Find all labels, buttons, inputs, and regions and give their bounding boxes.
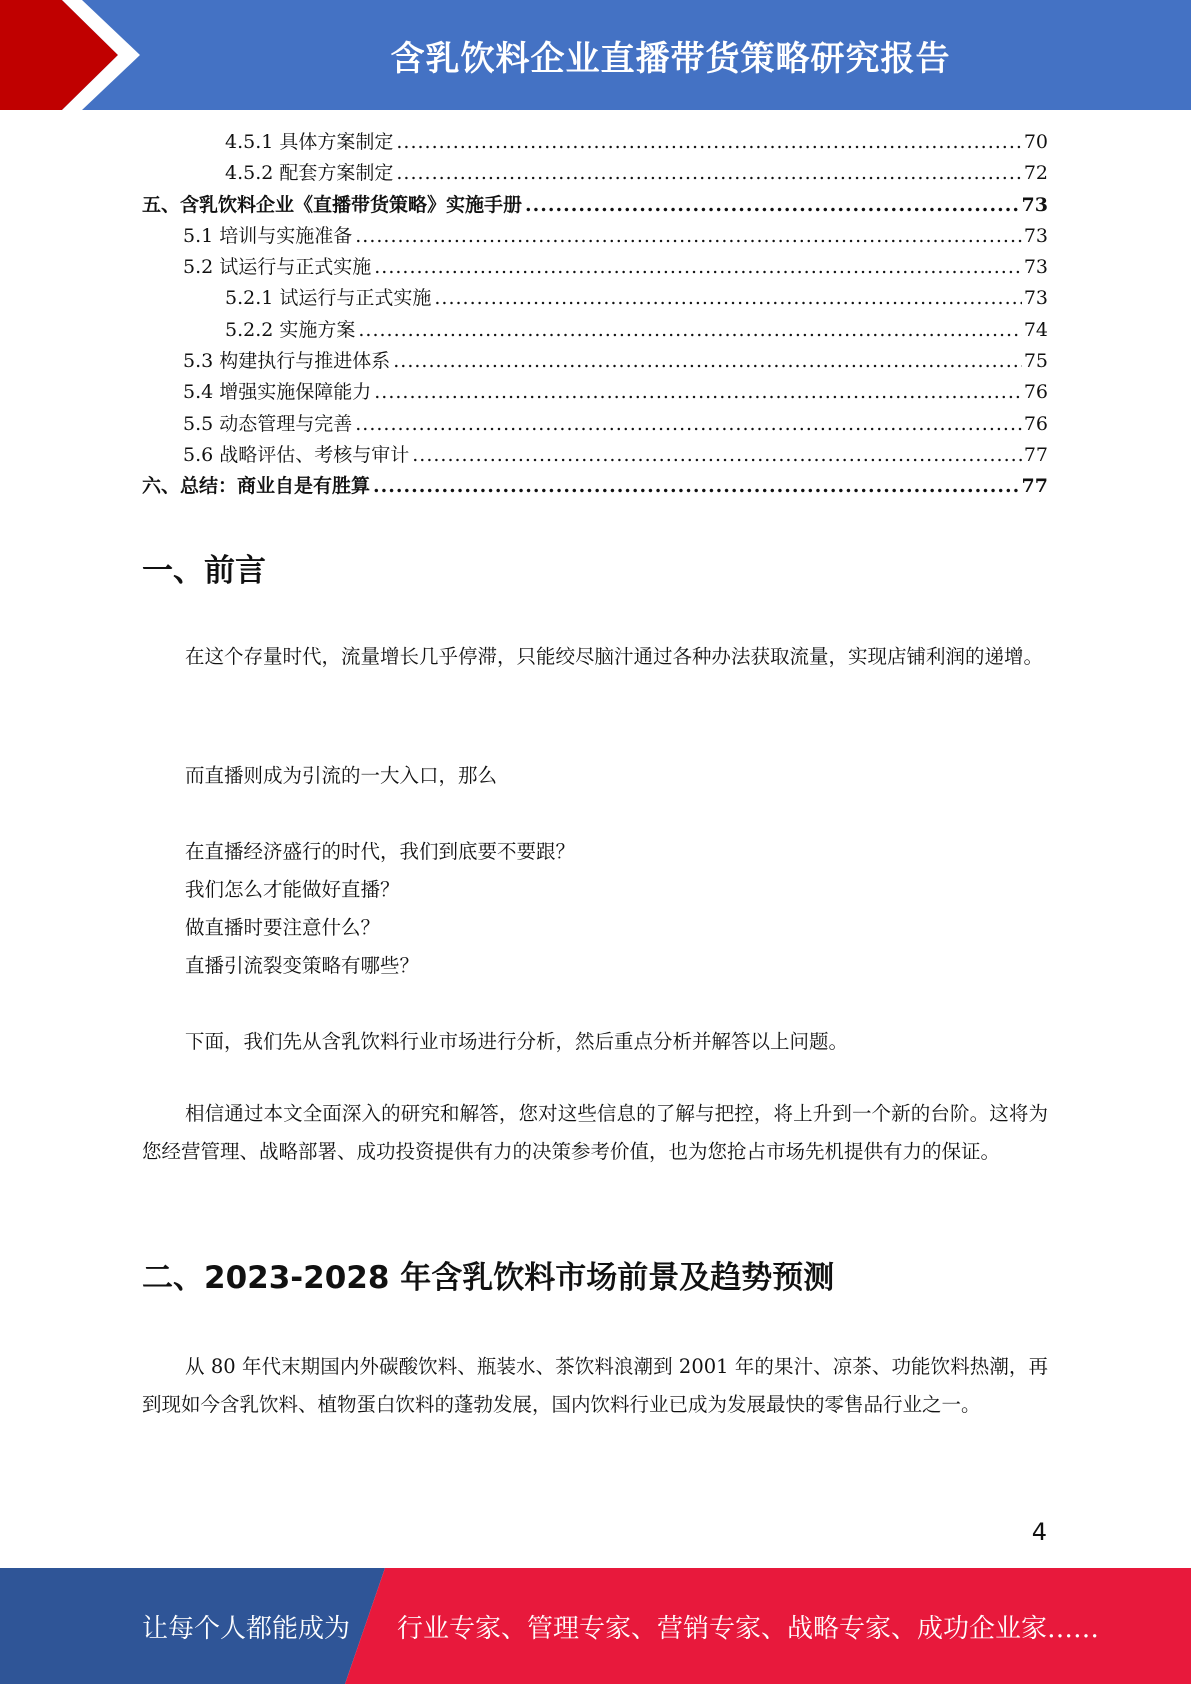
question-line: 我们怎么才能做好直播？ (185, 878, 400, 901)
toc-entry[interactable]: 4.5.2 配套方案制定 ..... 72 (142, 158, 1048, 189)
toc-entry[interactable]: 5.2 试运行与正式实施 ..... 73 (142, 252, 1048, 283)
footer-slogan-left: 让每个人都能成为 (142, 1613, 351, 1644)
paragraph: 相信通过本文全面深入的研究和解答，您对这些信息的了解与把控，将上升到一个新的台阶。这将为您经营管理、战略部署、成功投资提供有力的决策参考价值，也为您抢占市场先机提供有力的保证。 (142, 1102, 1048, 1163)
page-number: 4 (1031, 1518, 1047, 1546)
toc-entry[interactable]: 5.2.2 实施方案 ..... 74 (142, 315, 1048, 346)
section-heading: 一、前言 (142, 553, 266, 589)
toc-entry[interactable]: 4.5.1 具体方案制定 ..... 70 (142, 127, 1048, 158)
toc-entry[interactable]: 5.2.1 试运行与正式实施 ..... 73 (142, 283, 1048, 314)
header-chevron-graphic (0, 0, 160, 110)
question-line: 在直播经济盛行的时代，我们到底要不要跟？ (185, 840, 576, 863)
paragraph: 而直播则成为引流的一大入口，那么 (185, 764, 498, 787)
paragraph: 在这个存量时代，流量增长几乎停滞，只能绞尽脑汁通过各种办法获取流量，实现店铺利润的递增。 (185, 645, 1044, 668)
header-title: 含乳饮料企业直播带货策略研究报告 (390, 38, 951, 79)
page-footer (0, 1568, 1191, 1684)
question-line: 直播引流裂变策略有哪些？ (185, 954, 420, 977)
toc-entry[interactable]: 5.1 培训与实施准备 ..... 73 (142, 221, 1048, 252)
page-header (0, 0, 1191, 110)
toc-entry[interactable]: 5.6 战略评估、考核与审计 ..... 77 (142, 440, 1048, 471)
toc-entry[interactable]: 5.5 动态管理与完善 ..... 76 (142, 409, 1048, 440)
paragraph: 下面，我们先从含乳饮料行业市场进行分析，然后重点分析并解答以上问题。 (185, 1030, 849, 1053)
question-line: 做直播时要注意什么？ (185, 916, 381, 939)
footer-slogan-right: 行业专家、管理专家、营销专家、战略专家、成功企业家…… (397, 1613, 1100, 1644)
toc-entry[interactable]: 六、总结：商业自是有胜算 ..... 77 (142, 471, 1048, 502)
toc-entry[interactable]: 五、含乳饮料企业《直播带货策略》实施手册 ..... 73 (142, 190, 1048, 221)
toc-entry[interactable]: 5.4 增强实施保障能力 ..... 76 (142, 377, 1048, 408)
paragraph: 从 80 年代末期国内外碳酸饮料、瓶装水、茶饮料浪潮到 2001 年的果汁、凉茶、功能饮料热潮，再到现如今含乳饮料、植物蛋白饮料的蓬勃发展，国内饮料行业已成为发展最快的零售品行业之一。 (142, 1355, 1048, 1416)
table-of-contents (142, 127, 1048, 503)
toc-entry[interactable]: 5.3 构建执行与推进体系 ..... 75 (142, 346, 1048, 377)
section-heading: 二、2023-2028 年含乳饮料市场前景及趋势预测 (142, 1260, 835, 1296)
